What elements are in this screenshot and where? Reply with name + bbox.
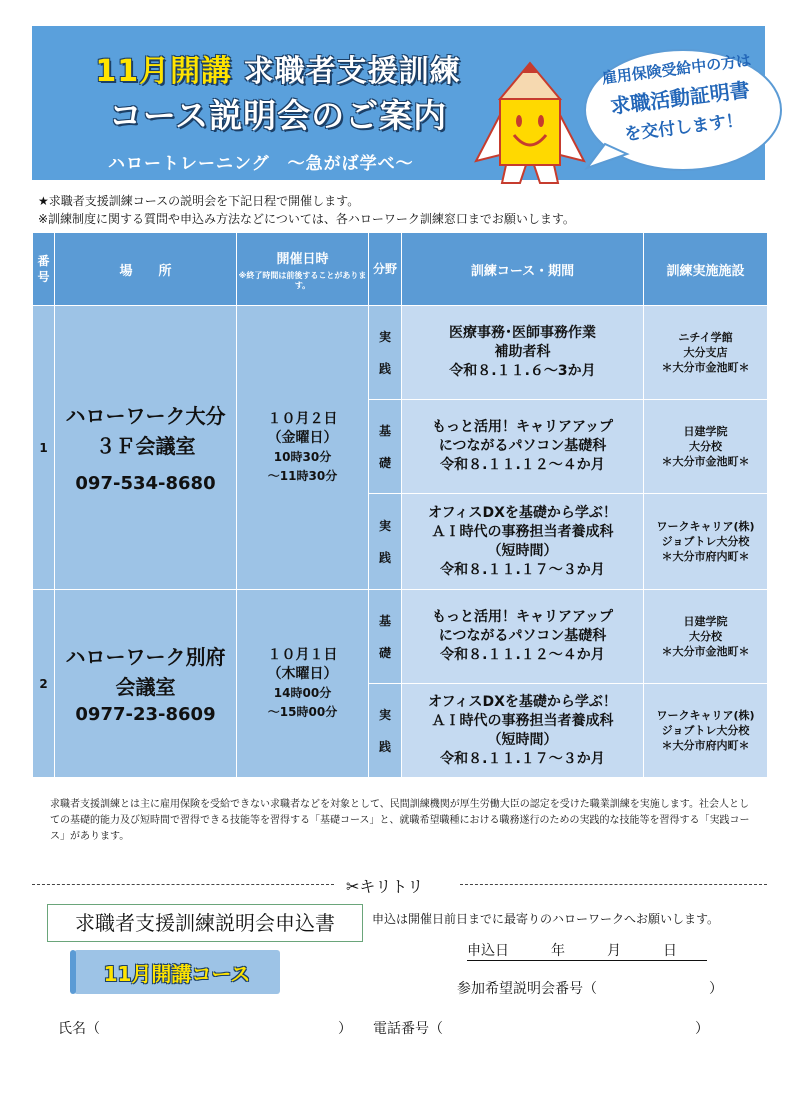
course-info	[402, 590, 644, 684]
date-weekday: （木曜日）	[267, 665, 338, 682]
course-period: 令和８.１１.１７～３か月	[440, 750, 605, 767]
course-field	[369, 494, 402, 590]
phone-field[interactable]: 電話番号（ ）	[373, 1021, 709, 1037]
field-char1: 基	[378, 423, 391, 438]
facility-name: ワークキャリア(株)	[656, 520, 755, 533]
header-date-note: ※終了時間は前後することがあります。	[238, 270, 367, 290]
course-line2: 補助者科	[494, 344, 551, 360]
cut-line	[32, 873, 767, 897]
form-note: 申込は開催日前日までに最寄りのハローワークへお願いします。	[372, 912, 720, 926]
session-num: 1	[33, 306, 55, 590]
header-field: 分野	[369, 233, 402, 306]
header-place: 場 所	[55, 233, 237, 306]
facility-location: ＊大分市府内町＊	[661, 739, 750, 752]
header-date-label: 開催日時	[276, 251, 329, 267]
course-line2: につながるパソコン基礎科	[438, 438, 607, 454]
cut-dashes-right	[460, 884, 767, 885]
field-char2: 礎	[378, 645, 391, 660]
facility-name: 日建学院	[683, 425, 728, 438]
course-ribbon	[74, 950, 280, 994]
facility-branch: 大分支店	[683, 346, 728, 359]
facility-branch: ジョブトレ大分校	[661, 724, 750, 737]
cut-label: ✂キリトリ	[346, 877, 424, 896]
date-weekday: （金曜日）	[267, 429, 338, 446]
form-title: 求職者支援訓練説明会申込書	[47, 904, 363, 942]
field-char2: 践	[378, 739, 391, 754]
course-line1: オフィスDXを基礎から学ぶ！	[428, 504, 617, 521]
table-row	[33, 590, 768, 684]
session-date	[237, 590, 369, 778]
time-start: 14時00分	[273, 685, 332, 700]
course-field	[369, 684, 402, 778]
field-char1: 実	[378, 329, 391, 344]
header-num: 番号	[33, 233, 55, 306]
course-period: 令和８.１１.６～3か月	[449, 363, 596, 379]
place-phone: 097-534-8680	[75, 473, 216, 494]
field-char2: 践	[378, 550, 391, 565]
facility-location: ＊大分市金池町＊	[661, 361, 750, 374]
field-char1: 実	[378, 707, 391, 722]
course-line1: もっと活用！キャリアアップ	[431, 419, 614, 435]
time-end: ～11時30分	[267, 468, 338, 483]
session-number-field[interactable]: 参加希望説明会番号（ ）	[457, 981, 723, 997]
note-inquiry: ※訓練制度に関する質問や申込み方法などについては、各ハローワーク訓練窓口までお願いします。	[38, 212, 575, 226]
course-info	[402, 684, 644, 778]
course-line3: （短時間）	[487, 731, 558, 748]
note-schedule: ★求職者支援訓練コースの説明会を下記日程で開催します。	[38, 194, 360, 208]
field-char2: 践	[378, 361, 391, 376]
course-line1: もっと活用！キャリアアップ	[431, 609, 614, 625]
course-field	[369, 590, 402, 684]
header-course: 訓練コース・期間	[402, 233, 644, 306]
session-num: 2	[33, 590, 55, 778]
pencil-mascot-icon	[470, 55, 590, 195]
course-field	[369, 400, 402, 494]
course-line3: （短時間）	[487, 542, 558, 559]
course-line2: ＡＩ時代の事務担当者養成科	[431, 523, 614, 540]
title-month: 11月開講	[95, 54, 233, 89]
field-char2: 礎	[378, 455, 391, 470]
facility-name: 日建学院	[683, 615, 728, 628]
name-field[interactable]: 氏名（ ）	[58, 1021, 352, 1037]
course-field	[369, 306, 402, 400]
place-room: ３Ｆ会議室	[95, 434, 196, 458]
course-info	[402, 306, 644, 400]
table-header-row	[33, 233, 768, 306]
header-date	[237, 233, 369, 306]
facility-branch: 大分校	[689, 630, 722, 643]
session-date	[237, 306, 369, 590]
field-char1: 基	[378, 613, 391, 628]
place-name: ハローワーク大分	[65, 404, 226, 428]
table-row	[33, 306, 768, 400]
course-period: 令和８.１１.１２～４か月	[440, 457, 605, 473]
ribbon-label: 11月開講コース	[103, 962, 251, 986]
course-line2: につながるパソコン基礎科	[438, 628, 607, 644]
facility-location: ＊大分市金池町＊	[661, 455, 750, 468]
title-line2: コース説明会のご案内	[108, 96, 448, 135]
course-period: 令和８.１１.１７～３か月	[440, 561, 605, 578]
course-facility	[644, 590, 768, 684]
place-phone: 0977-23-8609	[75, 704, 216, 725]
session-place	[55, 306, 237, 590]
bubble-line1: 雇用保険受給中の方は	[600, 51, 753, 88]
date-day: １０月１日	[267, 646, 338, 663]
session-place	[55, 590, 237, 778]
course-facility	[644, 400, 768, 494]
course-period: 令和８.１１.１２～４か月	[440, 647, 605, 663]
bubble-line3: を交付します！	[623, 110, 744, 145]
course-line1: 医療事務･医師事務作業	[449, 325, 596, 341]
course-info	[402, 400, 644, 494]
course-line2: ＡＩ時代の事務担当者養成科	[431, 712, 614, 729]
cut-dashes-left	[32, 884, 334, 885]
course-facility	[644, 494, 768, 590]
course-line1: オフィスDXを基礎から学ぶ！	[428, 693, 617, 710]
facility-branch: 大分校	[689, 440, 722, 453]
time-start: 10時30分	[273, 449, 332, 464]
course-facility	[644, 684, 768, 778]
schedule-table	[32, 232, 768, 778]
facility-branch: ジョブトレ大分校	[661, 535, 750, 548]
program-description: 求職者支援訓練とは主に雇用保険を受給できない求職者などを対象として、民間訓練機関が厚生労働大臣の認定を受けた職業訓練を実施します。社会人としての基礎的能力及び短時間で習得できる技能等を習得する「基礎コース」と、就職希望職種における職務遂行のための実践的な技能等を習得する「実践コース」があります。	[50, 799, 750, 842]
date-day: １０月２日	[267, 410, 338, 427]
field-char1: 実	[378, 518, 391, 533]
course-info	[402, 494, 644, 590]
facility-name: ワークキャリア(株)	[656, 709, 755, 722]
course-facility	[644, 306, 768, 400]
place-name: ハローワーク別府	[65, 645, 226, 669]
time-end: ～15時00分	[267, 704, 338, 719]
facility-name: ニチイ学館	[678, 331, 733, 344]
facility-location: ＊大分市金池町＊	[661, 645, 750, 658]
subtitle: ハロートレーニング ～急がば学べ～	[108, 154, 414, 174]
header-facility: 訓練実施施設	[644, 233, 768, 306]
title-line1	[58, 46, 498, 90]
place-room: 会議室	[115, 675, 176, 699]
application-date-field[interactable]: 申込日 年 月 日	[467, 940, 707, 961]
title-rest: 求職者支援訓練	[243, 54, 461, 89]
bubble-line2: 求職活動証明書	[609, 77, 751, 119]
facility-location: ＊大分市府内町＊	[661, 550, 750, 563]
